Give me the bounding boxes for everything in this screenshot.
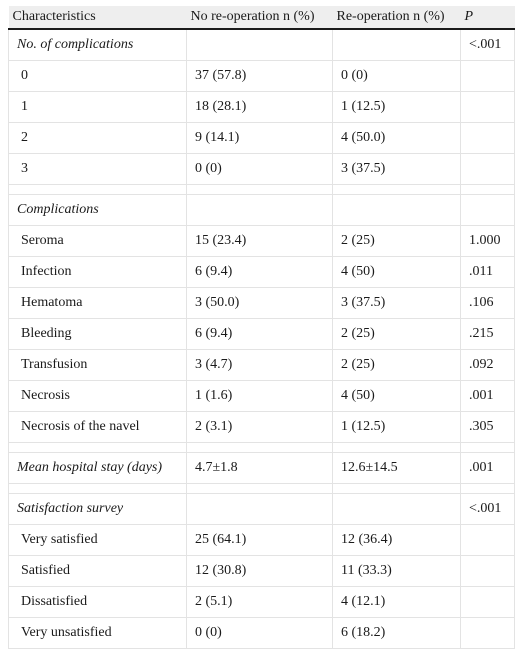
table-container bbox=[8, 6, 514, 649]
table-row bbox=[9, 525, 515, 556]
cell-no-reoperation: 6 (9.4) bbox=[187, 257, 333, 288]
cell-characteristic: No. of complications bbox=[9, 29, 187, 61]
header-characteristics: Characteristics bbox=[9, 6, 187, 29]
section-row bbox=[9, 453, 515, 484]
cell-no-reoperation: 3 (4.7) bbox=[187, 350, 333, 381]
cell-reoperation: 11 (33.3) bbox=[333, 556, 461, 587]
cell-characteristic bbox=[9, 484, 187, 494]
cell-p-value bbox=[461, 195, 515, 226]
table-row bbox=[9, 587, 515, 618]
cell-p-value bbox=[461, 525, 515, 556]
cell-characteristic: Complications bbox=[9, 195, 187, 226]
cell-reoperation: 3 (37.5) bbox=[333, 288, 461, 319]
cell-p-value: .305 bbox=[461, 412, 515, 443]
cell-no-reoperation bbox=[187, 443, 333, 453]
cell-characteristic: Very satisfied bbox=[9, 525, 187, 556]
cell-characteristic: 1 bbox=[9, 92, 187, 123]
cell-no-reoperation bbox=[187, 484, 333, 494]
cell-reoperation: 2 (25) bbox=[333, 226, 461, 257]
table-row bbox=[9, 123, 515, 154]
cell-reoperation: 3 (37.5) bbox=[333, 154, 461, 185]
table-row bbox=[9, 154, 515, 185]
cell-reoperation bbox=[333, 195, 461, 226]
header-row bbox=[9, 6, 515, 29]
table-row bbox=[9, 257, 515, 288]
header-p-value: P bbox=[461, 6, 515, 29]
spacer-row bbox=[9, 185, 515, 195]
cell-reoperation bbox=[333, 443, 461, 453]
cell-p-value: <.001 bbox=[461, 29, 515, 61]
results-table bbox=[8, 6, 515, 649]
cell-p-value bbox=[461, 185, 515, 195]
table-row bbox=[9, 350, 515, 381]
cell-reoperation: 4 (50) bbox=[333, 381, 461, 412]
cell-no-reoperation: 0 (0) bbox=[187, 618, 333, 649]
cell-no-reoperation bbox=[187, 494, 333, 525]
cell-characteristic: 3 bbox=[9, 154, 187, 185]
cell-characteristic: Very unsatisfied bbox=[9, 618, 187, 649]
cell-reoperation: 0 (0) bbox=[333, 61, 461, 92]
cell-characteristic bbox=[9, 185, 187, 195]
cell-characteristic: Necrosis bbox=[9, 381, 187, 412]
cell-no-reoperation: 2 (5.1) bbox=[187, 587, 333, 618]
cell-no-reoperation bbox=[187, 29, 333, 61]
cell-reoperation bbox=[333, 484, 461, 494]
cell-no-reoperation: 9 (14.1) bbox=[187, 123, 333, 154]
cell-p-value bbox=[461, 484, 515, 494]
cell-reoperation: 6 (18.2) bbox=[333, 618, 461, 649]
cell-reoperation bbox=[333, 185, 461, 195]
cell-characteristic: Necrosis of the navel bbox=[9, 412, 187, 443]
cell-characteristic bbox=[9, 443, 187, 453]
cell-p-value: .011 bbox=[461, 257, 515, 288]
cell-reoperation: 12.6±14.5 bbox=[333, 453, 461, 484]
cell-p-value: 1.000 bbox=[461, 226, 515, 257]
spacer-row bbox=[9, 484, 515, 494]
cell-reoperation: 2 (25) bbox=[333, 319, 461, 350]
cell-p-value bbox=[461, 61, 515, 92]
cell-no-reoperation: 6 (9.4) bbox=[187, 319, 333, 350]
cell-characteristic: Hematoma bbox=[9, 288, 187, 319]
cell-p-value: .001 bbox=[461, 381, 515, 412]
table-header bbox=[9, 6, 515, 29]
table-row bbox=[9, 92, 515, 123]
table-row bbox=[9, 556, 515, 587]
cell-no-reoperation bbox=[187, 185, 333, 195]
section-row bbox=[9, 29, 515, 61]
cell-p-value bbox=[461, 92, 515, 123]
cell-no-reoperation: 1 (1.6) bbox=[187, 381, 333, 412]
table-body bbox=[9, 29, 515, 649]
cell-p-value: <.001 bbox=[461, 494, 515, 525]
cell-characteristic: Seroma bbox=[9, 226, 187, 257]
cell-p-value bbox=[461, 154, 515, 185]
cell-no-reoperation: 18 (28.1) bbox=[187, 92, 333, 123]
table-row bbox=[9, 381, 515, 412]
table-row bbox=[9, 226, 515, 257]
cell-no-reoperation: 15 (23.4) bbox=[187, 226, 333, 257]
cell-no-reoperation: 25 (64.1) bbox=[187, 525, 333, 556]
table-row bbox=[9, 61, 515, 92]
cell-p-value: .001 bbox=[461, 453, 515, 484]
cell-characteristic: Satisfied bbox=[9, 556, 187, 587]
spacer-row bbox=[9, 443, 515, 453]
cell-no-reoperation bbox=[187, 195, 333, 226]
cell-reoperation: 12 (36.4) bbox=[333, 525, 461, 556]
cell-characteristic: Infection bbox=[9, 257, 187, 288]
header-reoperation: Re-operation n (%) bbox=[333, 6, 461, 29]
cell-p-value bbox=[461, 123, 515, 154]
cell-p-value: .215 bbox=[461, 319, 515, 350]
cell-p-value: .106 bbox=[461, 288, 515, 319]
cell-reoperation: 1 (12.5) bbox=[333, 92, 461, 123]
cell-no-reoperation: 4.7±1.8 bbox=[187, 453, 333, 484]
cell-no-reoperation: 2 (3.1) bbox=[187, 412, 333, 443]
table-row bbox=[9, 319, 515, 350]
cell-no-reoperation: 37 (57.8) bbox=[187, 61, 333, 92]
table-row bbox=[9, 412, 515, 443]
cell-p-value bbox=[461, 556, 515, 587]
cell-characteristic: 0 bbox=[9, 61, 187, 92]
cell-p-value: .092 bbox=[461, 350, 515, 381]
cell-p-value bbox=[461, 443, 515, 453]
cell-characteristic: Mean hospital stay (days) bbox=[9, 453, 187, 484]
section-row bbox=[9, 195, 515, 226]
cell-reoperation bbox=[333, 29, 461, 61]
cell-p-value bbox=[461, 618, 515, 649]
table-row bbox=[9, 618, 515, 649]
cell-characteristic: Bleeding bbox=[9, 319, 187, 350]
cell-reoperation bbox=[333, 494, 461, 525]
cell-reoperation: 4 (50) bbox=[333, 257, 461, 288]
section-row bbox=[9, 494, 515, 525]
cell-p-value bbox=[461, 587, 515, 618]
cell-characteristic: Satisfaction survey bbox=[9, 494, 187, 525]
cell-reoperation: 4 (50.0) bbox=[333, 123, 461, 154]
cell-no-reoperation: 3 (50.0) bbox=[187, 288, 333, 319]
cell-reoperation: 2 (25) bbox=[333, 350, 461, 381]
cell-characteristic: Transfusion bbox=[9, 350, 187, 381]
cell-no-reoperation: 12 (30.8) bbox=[187, 556, 333, 587]
header-no-reoperation: No re-operation n (%) bbox=[187, 6, 333, 29]
table-row bbox=[9, 288, 515, 319]
cell-characteristic: 2 bbox=[9, 123, 187, 154]
cell-reoperation: 4 (12.1) bbox=[333, 587, 461, 618]
cell-characteristic: Dissatisfied bbox=[9, 587, 187, 618]
cell-no-reoperation: 0 (0) bbox=[187, 154, 333, 185]
cell-reoperation: 1 (12.5) bbox=[333, 412, 461, 443]
